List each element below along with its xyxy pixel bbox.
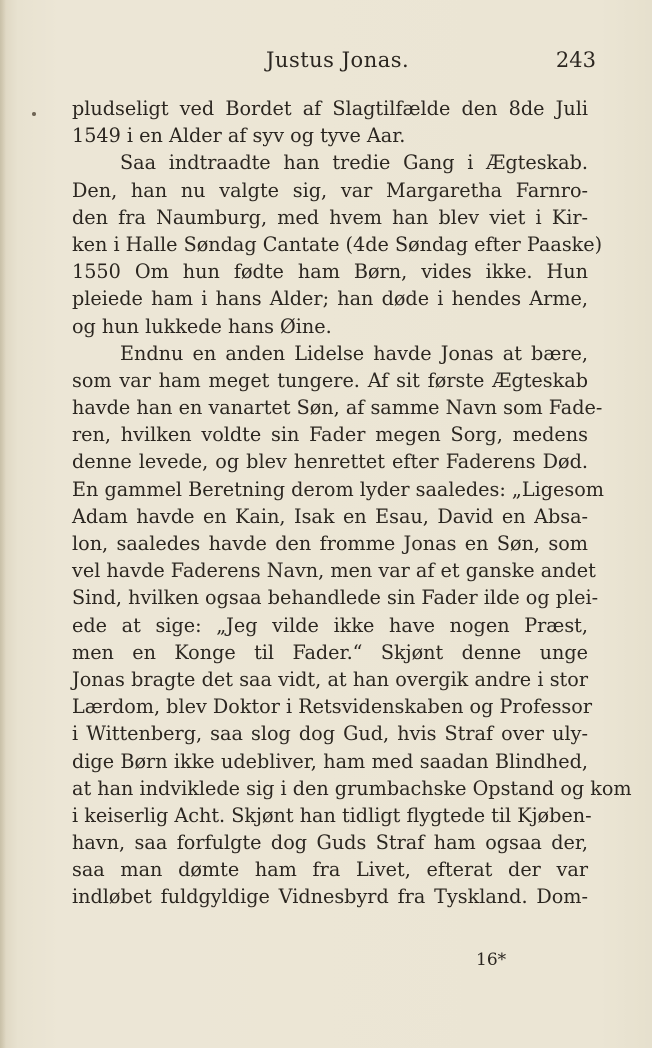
text-line: Jonas bragte det saa vidt, at han overgik andre i stor: [72, 667, 588, 691]
text-line: og hun lukkede hans Øine.: [72, 314, 332, 338]
text-line: Adam havde en Kain, Isak en Esau, David en Absa-: [72, 504, 588, 528]
text-line: 1550 Om hun fødte ham Børn, vides ikke. Hun: [72, 260, 588, 284]
text-line: saa man dømte ham fra Livet, efterat der var: [72, 858, 588, 882]
text-line: ede at sige: „Jeg vilde ikke have nogen Præst,: [72, 613, 588, 637]
text-line: i keiserlig Acht. Skjønt han tidligt flygtede til Kjøben-: [72, 803, 592, 827]
text-line: Sind, hvilken ogsaa behandlede sin Fader ilde og plei-: [72, 586, 599, 610]
text-line: pludseligt ved Bordet af Slagtilfælde den 8de Juli: [72, 97, 588, 120]
margin-mark: [32, 112, 36, 116]
text-line: Lærdom, blev Doktor i Retsvidenskaben og Professor: [72, 695, 593, 719]
body-text: [72, 95, 632, 911]
text-line: vel havde Faderens Navn, men var af et ganske andet: [72, 559, 596, 583]
signature-mark: 16*: [476, 950, 507, 970]
text-line: pleiede ham i hans Alder; han døde i hendes Arme,: [72, 287, 588, 311]
text-line: havde han en vanartet Søn, af samme Navn som Fade-: [72, 396, 603, 420]
text-line: som var ham meget tungere. Af sit første Ægteskab: [72, 368, 588, 392]
text-line: lon, saaledes havde den fromme Jonas en Søn, som: [72, 532, 588, 555]
text-line: men en Konge til Fader.“ Skjønt denne unge: [72, 640, 588, 664]
text-line: i Wittenberg, saa slog dog Gud, hvis Straf over uly-: [72, 722, 588, 746]
text-line: ren, hvilken voldte sin Fader megen Sorg, medens: [72, 423, 588, 447]
text-line: Den, han nu valgte sig, var Margaretha Farnro-: [72, 178, 588, 202]
text-line: den fra Naumburg, med hvem han blev viet i Kir-: [72, 205, 588, 229]
paragraph-start-line: Endnu en anden Lidelse havde Jonas at bære,: [120, 341, 588, 365]
text-line: havn, saa forfulgte dog Guds Straf ham ogsaa der,: [72, 831, 588, 855]
paragraph-start-line: Saa indtraadte han tredie Gang i Ægteskab.: [120, 151, 588, 175]
page-gutter-shadow: [0, 0, 6, 1048]
text-line: denne levede, og blev henrettet efter Faderens Død.: [72, 450, 588, 474]
text-line: indløbet fuldgyldige Vidnesbyrd fra Tyskland. Dom-: [72, 885, 588, 909]
text-line: ken i Halle Søndag Cantate (4de Søndag efter Paaske): [72, 232, 603, 256]
text-line: En gammel Beretning derom lyder saaledes: „Ligesom: [72, 477, 604, 501]
text-line: 1549 i en Alder af syv og tyve Aar.: [72, 124, 406, 148]
page-number: 243: [555, 48, 596, 72]
text-line: dige Børn ikke udebliver, ham med saadan Blindhed,: [72, 749, 588, 773]
text-line: at han indviklede sig i den grumbachske Opstand og kom: [72, 776, 632, 800]
running-head: [0, 48, 652, 78]
running-head-title: Justus Jonas.: [266, 48, 410, 72]
